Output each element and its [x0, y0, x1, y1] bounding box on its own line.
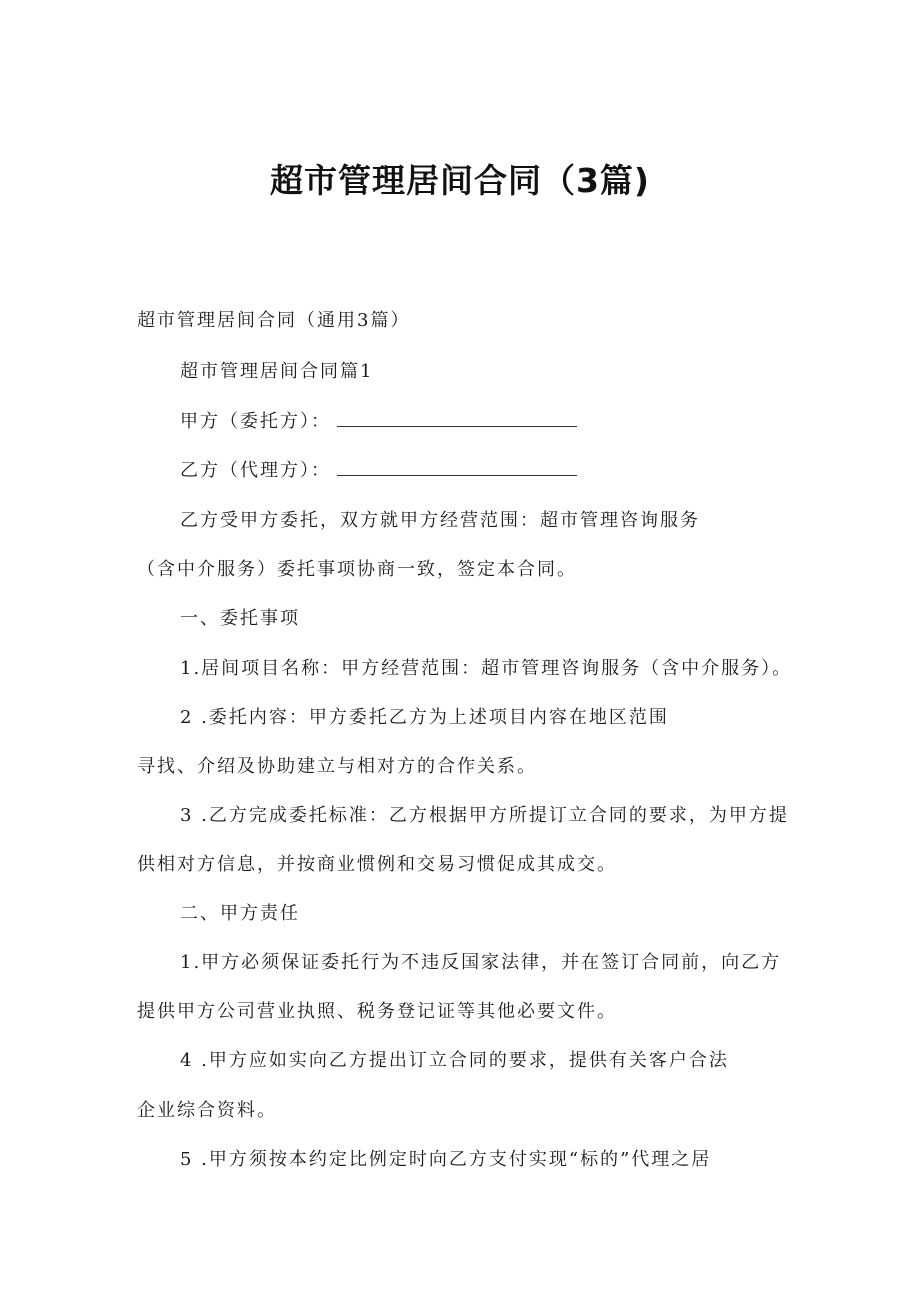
- document-title: 超市管理居间合同（3篇): [269, 161, 651, 200]
- doc-line-heading-2: 二、甲方责任: [180, 903, 300, 924]
- party-a-blank: [337, 410, 577, 427]
- party-b-label: 乙方（代理方）：: [180, 460, 331, 481]
- doc-line: 供相对方信息，并按商业惯例和交易习惯促成其成交。: [137, 854, 617, 875]
- doc-line: 2 .委托内容：甲方委托乙方为上述项目内容在地区范围: [180, 707, 669, 728]
- party-a-row: [180, 410, 577, 434]
- doc-line: 乙方受甲方委托，双方就甲方经营范围：超市管理咨询服务: [180, 510, 700, 531]
- doc-line: 5 .甲方须按本约定比例定时向乙方支付实现“标的”代理之居: [180, 1149, 712, 1170]
- doc-line-heading-1: 一、委托事项: [180, 608, 300, 629]
- doc-line: 3 .乙方完成委托标准：乙方根据甲方所提订立合同的要求，为甲方提: [180, 805, 789, 826]
- doc-line: 1.甲方必须保证委托行为不违反国家法律，并在签订合同前，向乙方: [180, 952, 782, 973]
- doc-line: 1.居间项目名称：甲方经营范围：超市管理咨询服务（含中介服务）。: [180, 658, 793, 679]
- doc-line-subtitle: 超市管理居间合同（通用3篇）: [137, 310, 411, 331]
- doc-line: （含中介服务）委托事项协商一致，签定本合同。: [137, 559, 577, 580]
- party-a-label: 甲方（委托方）：: [180, 411, 331, 432]
- doc-line: 寻找、介绍及协助建立与相对方的合作关系。: [137, 756, 537, 777]
- party-b-row: [180, 459, 577, 483]
- doc-line: 提供甲方公司营业执照、税务登记证等其他必要文件。: [137, 1001, 617, 1022]
- doc-line: 4 .甲方应如实向乙方提出订立合同的要求，提供有关客户合法: [180, 1050, 729, 1071]
- doc-line: 企业综合资料。: [137, 1100, 277, 1121]
- party-b-blank: [337, 459, 577, 476]
- doc-line-section-heading: 超市管理居间合同篇1: [180, 361, 374, 382]
